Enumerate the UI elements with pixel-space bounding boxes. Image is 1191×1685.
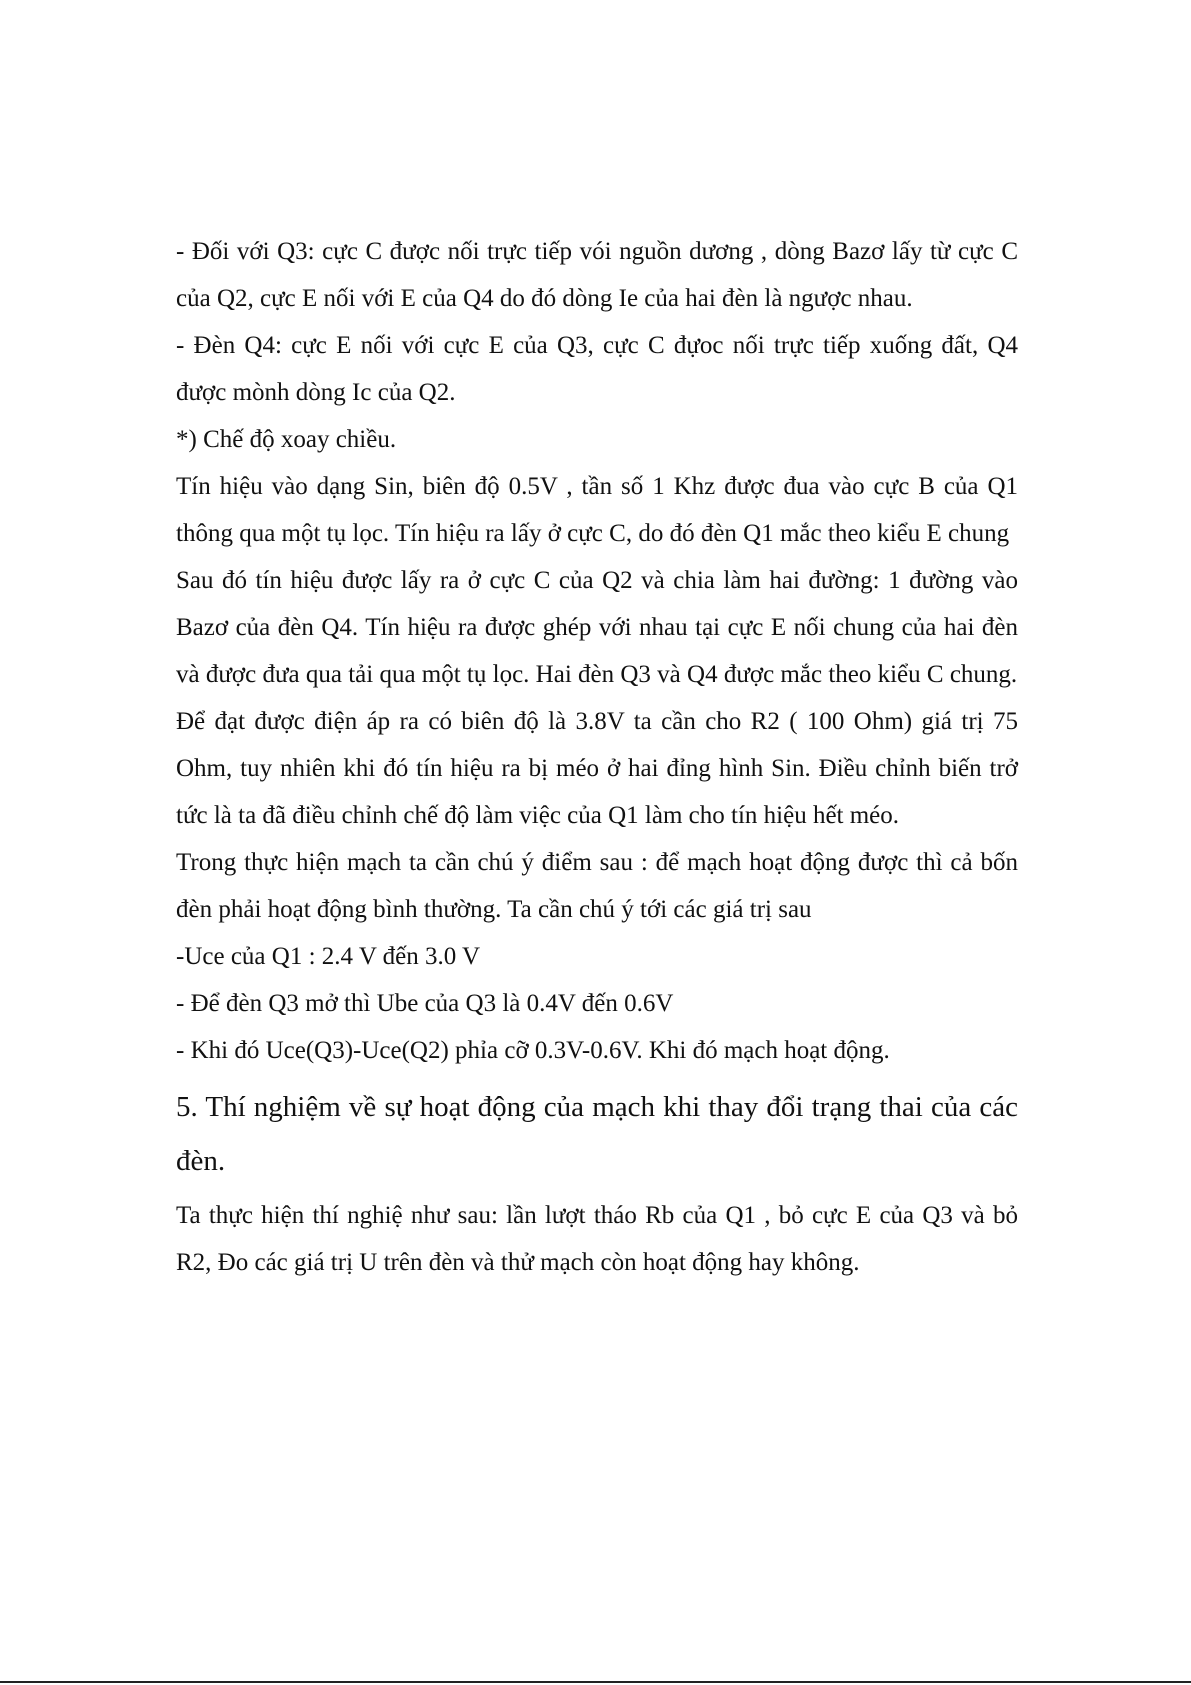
paragraph-uce-q1: -Uce của Q1 : 2.4 V đến 3.0 V [176,943,481,970]
bottom-divider [0,1681,1191,1683]
paragraph-experiment-procedure: Ta thực hiện thí nghiệ như sau: lần lượt tháo Rb của Q1 , bỏ cực E của Q3 và bỏ R2, Đo các giá trị U trên đèn và thử mạch còn hoạt động hay không. [176,1202,1018,1276]
paragraph-ube-q3: - Để đèn Q3 mở thì Ube của Q3 là 0.4V đến 0.6V [176,990,674,1017]
paragraph-q3-description: - Đối với Q3: cực C được nối trực tiếp vói nguồn dương , dòng Bazơ lấy từ cực C của Q2, cực E nối với E của Q4 do đó dòng Ie của hai đèn là ngược nhau. [176,238,1018,312]
paragraph-output-amplitude: Để đạt được điện áp ra có biên độ là 3.8V ta cần cho R2 ( 100 Ohm) giá trị 75 Ohm, tuy nhiên khi đó tín hiệu ra bị méo ở hai đỉng hình Sin. Điều chỉnh biến trở tức là ta đã điều chỉnh chế độ làm việc của Q1 làm cho tín hiệu hết méo. [176,708,1018,829]
paragraph-input-signal: Tín hiệu vào dạng Sin, biên độ 0.5V , tần số 1 Khz được đua vào cực B của Q1 thông qua một tụ lọc. Tín hiệu ra lấy ở cực C, do đó đèn Q1 mắc theo kiểu E chung [176,473,1018,547]
paragraph-uce-difference: - Khi đó Uce(Q3)-Uce(Q2) phỉa cỡ 0.3V-0.6V. Khi đó mạch hoạt động. [176,1037,890,1064]
paragraph-circuit-notes: Trong thực hiện mạch ta cần chú ý điểm sau : để mạch hoạt động được thì cả bốn đèn phải hoạt động bình thường. Ta cần chú ý tới các giá trị sau [176,849,1018,923]
section-heading-5: 5. Thí nghiệm về sự hoạt động của mạch khi thay đổi trạng thai của các đèn. [176,1091,1018,1177]
paragraph-signal-path: Sau đó tín hiệu được lấy ra ở cực C của Q2 và chia làm hai đường: 1 đường vào Bazơ của đèn Q4. Tín hiệu ra được ghép với nhau tại cực E nối chung của hai đèn và được đưa qua tải qua một tụ lọc. Hai đèn Q3 và Q4 được mắc theo kiểu C chung. [176,567,1018,688]
paragraph-q4-description: - Đèn Q4: cực E nối với cực E của Q3, cực C đựoc nối trực tiếp xuống đất, Q4 được mònh dòng Ic của Q2. [176,332,1018,406]
document-body [176,228,1018,1286]
paragraph-ac-mode-title: *) Chế độ xoay chiều. [176,426,397,453]
